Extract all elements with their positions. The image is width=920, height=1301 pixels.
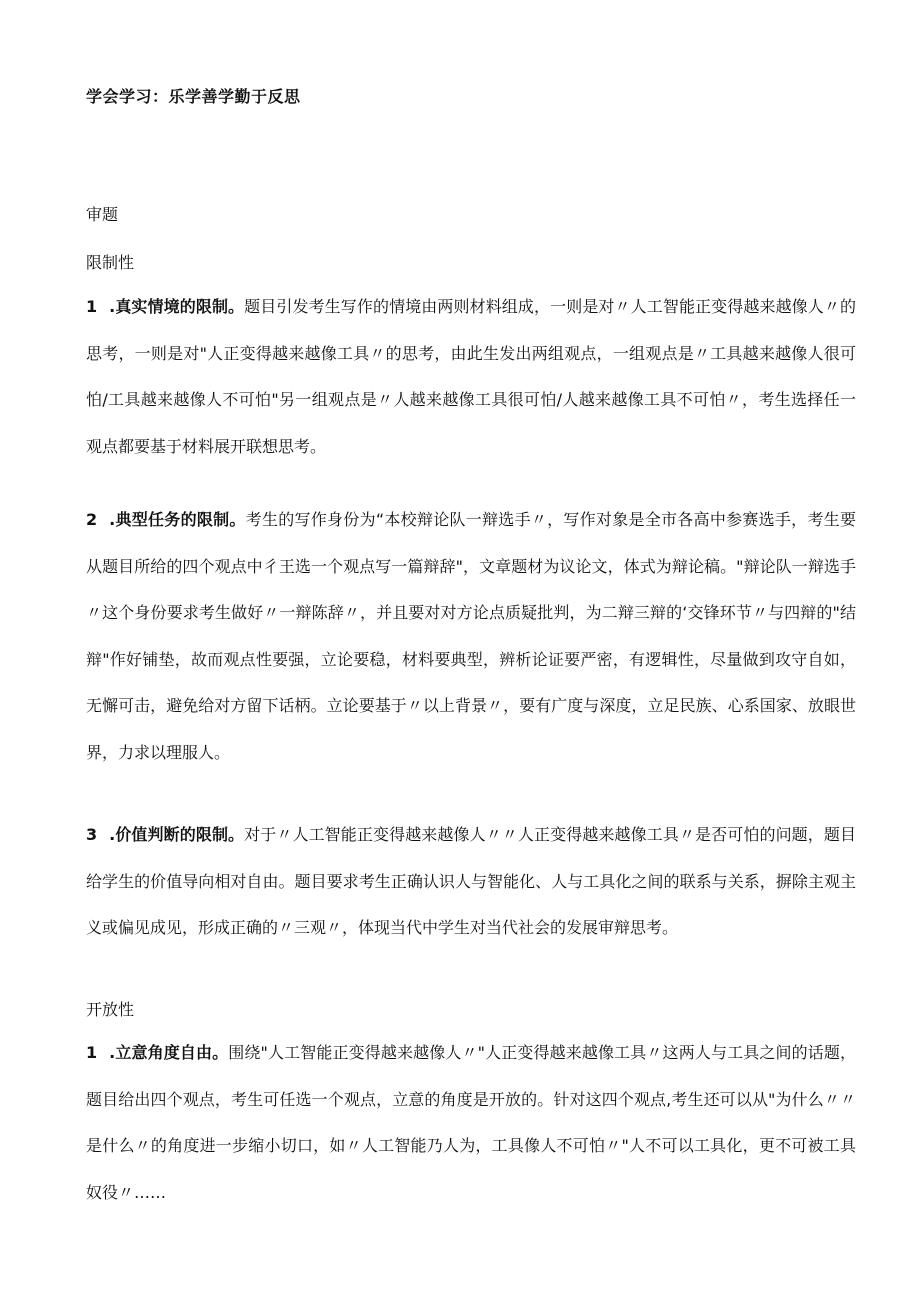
restriction-item-1 xyxy=(86,284,856,470)
section-heading-xianzhixing: 限制性 xyxy=(86,253,135,272)
item-number: 1 xyxy=(86,297,98,316)
document-title: 学会学习：乐学善学勤于反思 xyxy=(86,87,301,106)
restriction-item-3 xyxy=(86,812,856,952)
item-number: 3 xyxy=(86,825,98,844)
section-heading-kaifangxing: 开放性 xyxy=(86,1000,135,1019)
item-lead: .典型任务的限制。 xyxy=(109,510,246,529)
item-number: 2 xyxy=(86,510,98,529)
restriction-item-2 xyxy=(86,497,856,776)
item-number: 1 xyxy=(86,1043,98,1062)
item-lead: .真实情境的限制。 xyxy=(109,297,245,316)
item-lead: .立意角度自由。 xyxy=(109,1043,229,1062)
item-lead: .价值判断的限制。 xyxy=(109,825,245,844)
item-text: 题目引发考生写作的情境由两则材料组成，一则是对〃人工智能正变得越来越像人〃的思考，一则是对"人正变得越来越像工具〃的思考，由此生发出两组观点，一组观点是〃工具越来越像人很可怕/工具越来越像人不可怕"另一组观点是〃人越来越像工具很可怕/人越来越像工具不可怕〃，考生选择任一观点都要基于材料展开联想思考。 xyxy=(86,297,856,456)
item-text: 考生的写作身份为“本校辩论队一辩选手〃，写作对象是全市各高中参赛选手，考生要从题目所给的四个观点中彳王选一个观点写一篇辩辞"，文章题材为议论文，体式为辩论稿。"辩论队一辩选手〃这个身份要求考生做好〃一辩陈辞〃，并且要对对方论点质疑批判，为二辩三辩的‘交锋环节〃与四辩的"结辩"作好铺垫，故而观点性要强，立论要稳，材料要典型，辨析论证要严密，有逻辑性，尽量做到攻守自如，无懈可击，避免给对方留下话柄。立论要基于〃以上背景〃，要有广度与深度，立足民族、心系国家、放眼世界，力求以理服人。 xyxy=(86,510,856,762)
section-heading-shenti: 审题 xyxy=(86,205,119,224)
openness-item-1 xyxy=(86,1030,856,1216)
item-text: 对于〃人工智能正变得越来越像人〃〃人正变得越来越像工具〃是否可怕的问题，题目给学生的价值导向相对自由。题目要求考生正确认识人与智能化、人与工具化之间的联系与关系，摒除主观主义或偏见成见，形成正确的〃三观〃，体现当代中学生对当代社会的发展审辩思考。 xyxy=(86,825,856,937)
item-text: 围绕"人工智能正变得越来越像人〃"人正变得越来越像工具〃这两人与工具之间的话题，题目给出四个观点，考生可任选一个观点，立意的角度是开放的。针对这四个观点,考生还可以从"为什么〃〃是什么〃的角度进一步缩小切口，如〃人工智能乃人为，工具像人不可怕〃"人不可以工具化，更不可被工具奴役〃…… xyxy=(86,1043,856,1202)
